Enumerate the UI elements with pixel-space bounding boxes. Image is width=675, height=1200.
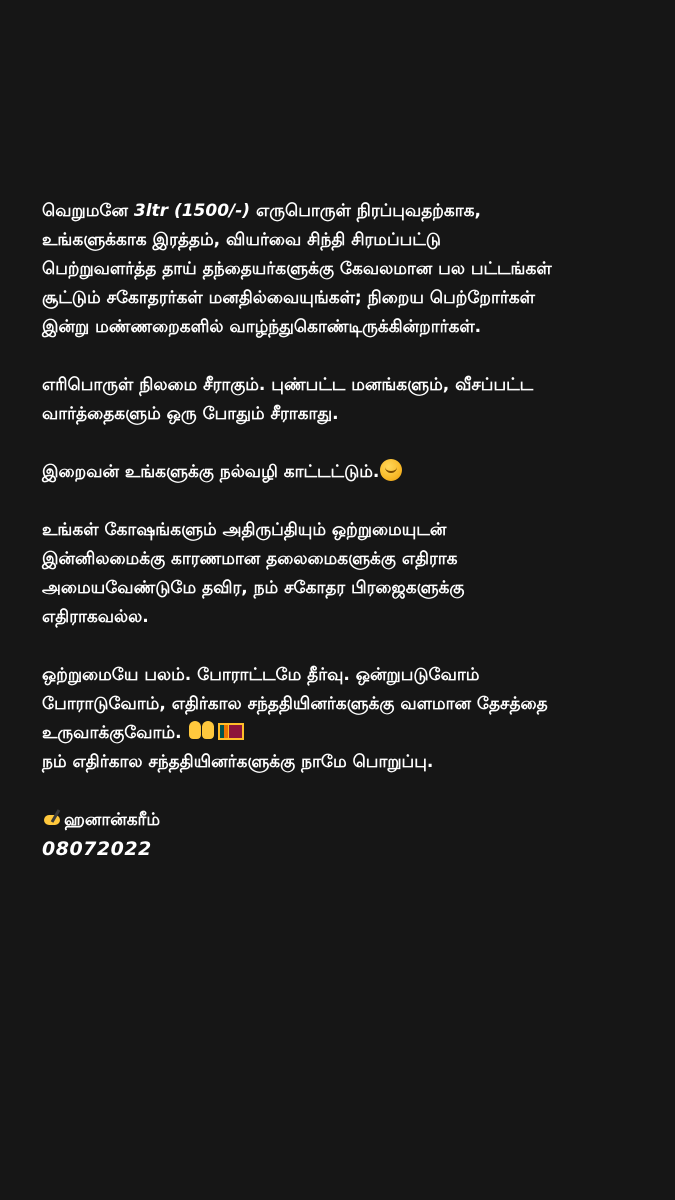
p1-line-4: சூட்டும் சகோதரர்கள் மனதில்வையுங்கள்; நிறைய பெற்றோர்கள் — [42, 288, 535, 308]
p1-line-3: பெற்றுவளர்த்த தாய் தந்தையர்களுக்கு கேவலமான பல பட்டங்கள் — [42, 259, 552, 279]
story-text — [42, 197, 652, 893]
p1-line-1-a: வெறுமனே — [42, 201, 134, 221]
signature-block — [42, 806, 652, 864]
post-date: 08072022 — [42, 838, 152, 860]
sri-lanka-flag-icon — [218, 723, 244, 740]
fuel-amount: 3ltr (1500/-) — [133, 201, 251, 221]
p5-line-3 — [42, 719, 652, 748]
paragraph-2 — [42, 371, 652, 429]
p5-line-4: நம் எதிர்கால சந்ததியினர்களுக்கு நாமே பொறுப்பு. — [42, 752, 434, 772]
writing-hand-icon — [42, 809, 64, 827]
p5-line-2: போராடுவோம், எதிர்கால சந்ததியினர்களுக்கு வளமான தேசத்தை — [42, 694, 548, 714]
p3-line-1 — [42, 458, 652, 487]
p5-line-1: ஒற்றுமையே பலம். போராட்டமே தீர்வு. ஒன்றுபடுவோம் — [42, 665, 480, 685]
p2-line-2: வார்த்தைகளும் ஒரு போதும் சீராகாது. — [42, 404, 339, 424]
p4-line-1: உங்கள் கோஷங்களும் அதிருப்தியும் ஒற்றுமையுடன் — [42, 520, 447, 540]
p2-line-1: எரிபொருள் நிலமை சீராகும். புண்பட்ட மனங்களும், வீசப்பட்ட — [42, 375, 534, 395]
p3-line-1-text: இறைவன் உங்களுக்கு நல்வழி காட்டட்டும். — [42, 462, 380, 482]
p4-line-4: எதிராகவல்ல. — [42, 607, 149, 627]
paragraph-3 — [42, 458, 652, 487]
paragraph-4 — [42, 516, 652, 632]
paragraph-5 — [42, 661, 652, 777]
hugging-face-icon — [380, 459, 402, 481]
signature-line — [42, 806, 652, 835]
p1-line-2: உங்களுக்காக இரத்தம், வியர்வை சிந்தி சிரமப்பட்டு — [42, 230, 441, 250]
author-name: ஹனான்கரீம் — [64, 810, 161, 830]
p4-line-3: அமையவேண்டுமே தவிர, நம் சகோதர பிரஜைகளுக்கு — [42, 578, 465, 598]
p1-line-1 — [42, 197, 652, 226]
p4-line-2: இன்னிலமைக்கு காரணமான தலைமைகளுக்கு எதிராக — [42, 549, 458, 569]
raised-hands-icon — [188, 721, 216, 741]
paragraph-1 — [42, 197, 652, 342]
p5-line-3-text: உருவாக்குவோம். — [42, 723, 182, 743]
p1-line-1-b: எருபொருள் நிரப்புவதற்காக, — [250, 201, 481, 221]
p1-line-5: இன்று மண்ணறைகளில் வாழ்ந்துகொண்டிருக்கின்றார்கள். — [42, 317, 482, 337]
